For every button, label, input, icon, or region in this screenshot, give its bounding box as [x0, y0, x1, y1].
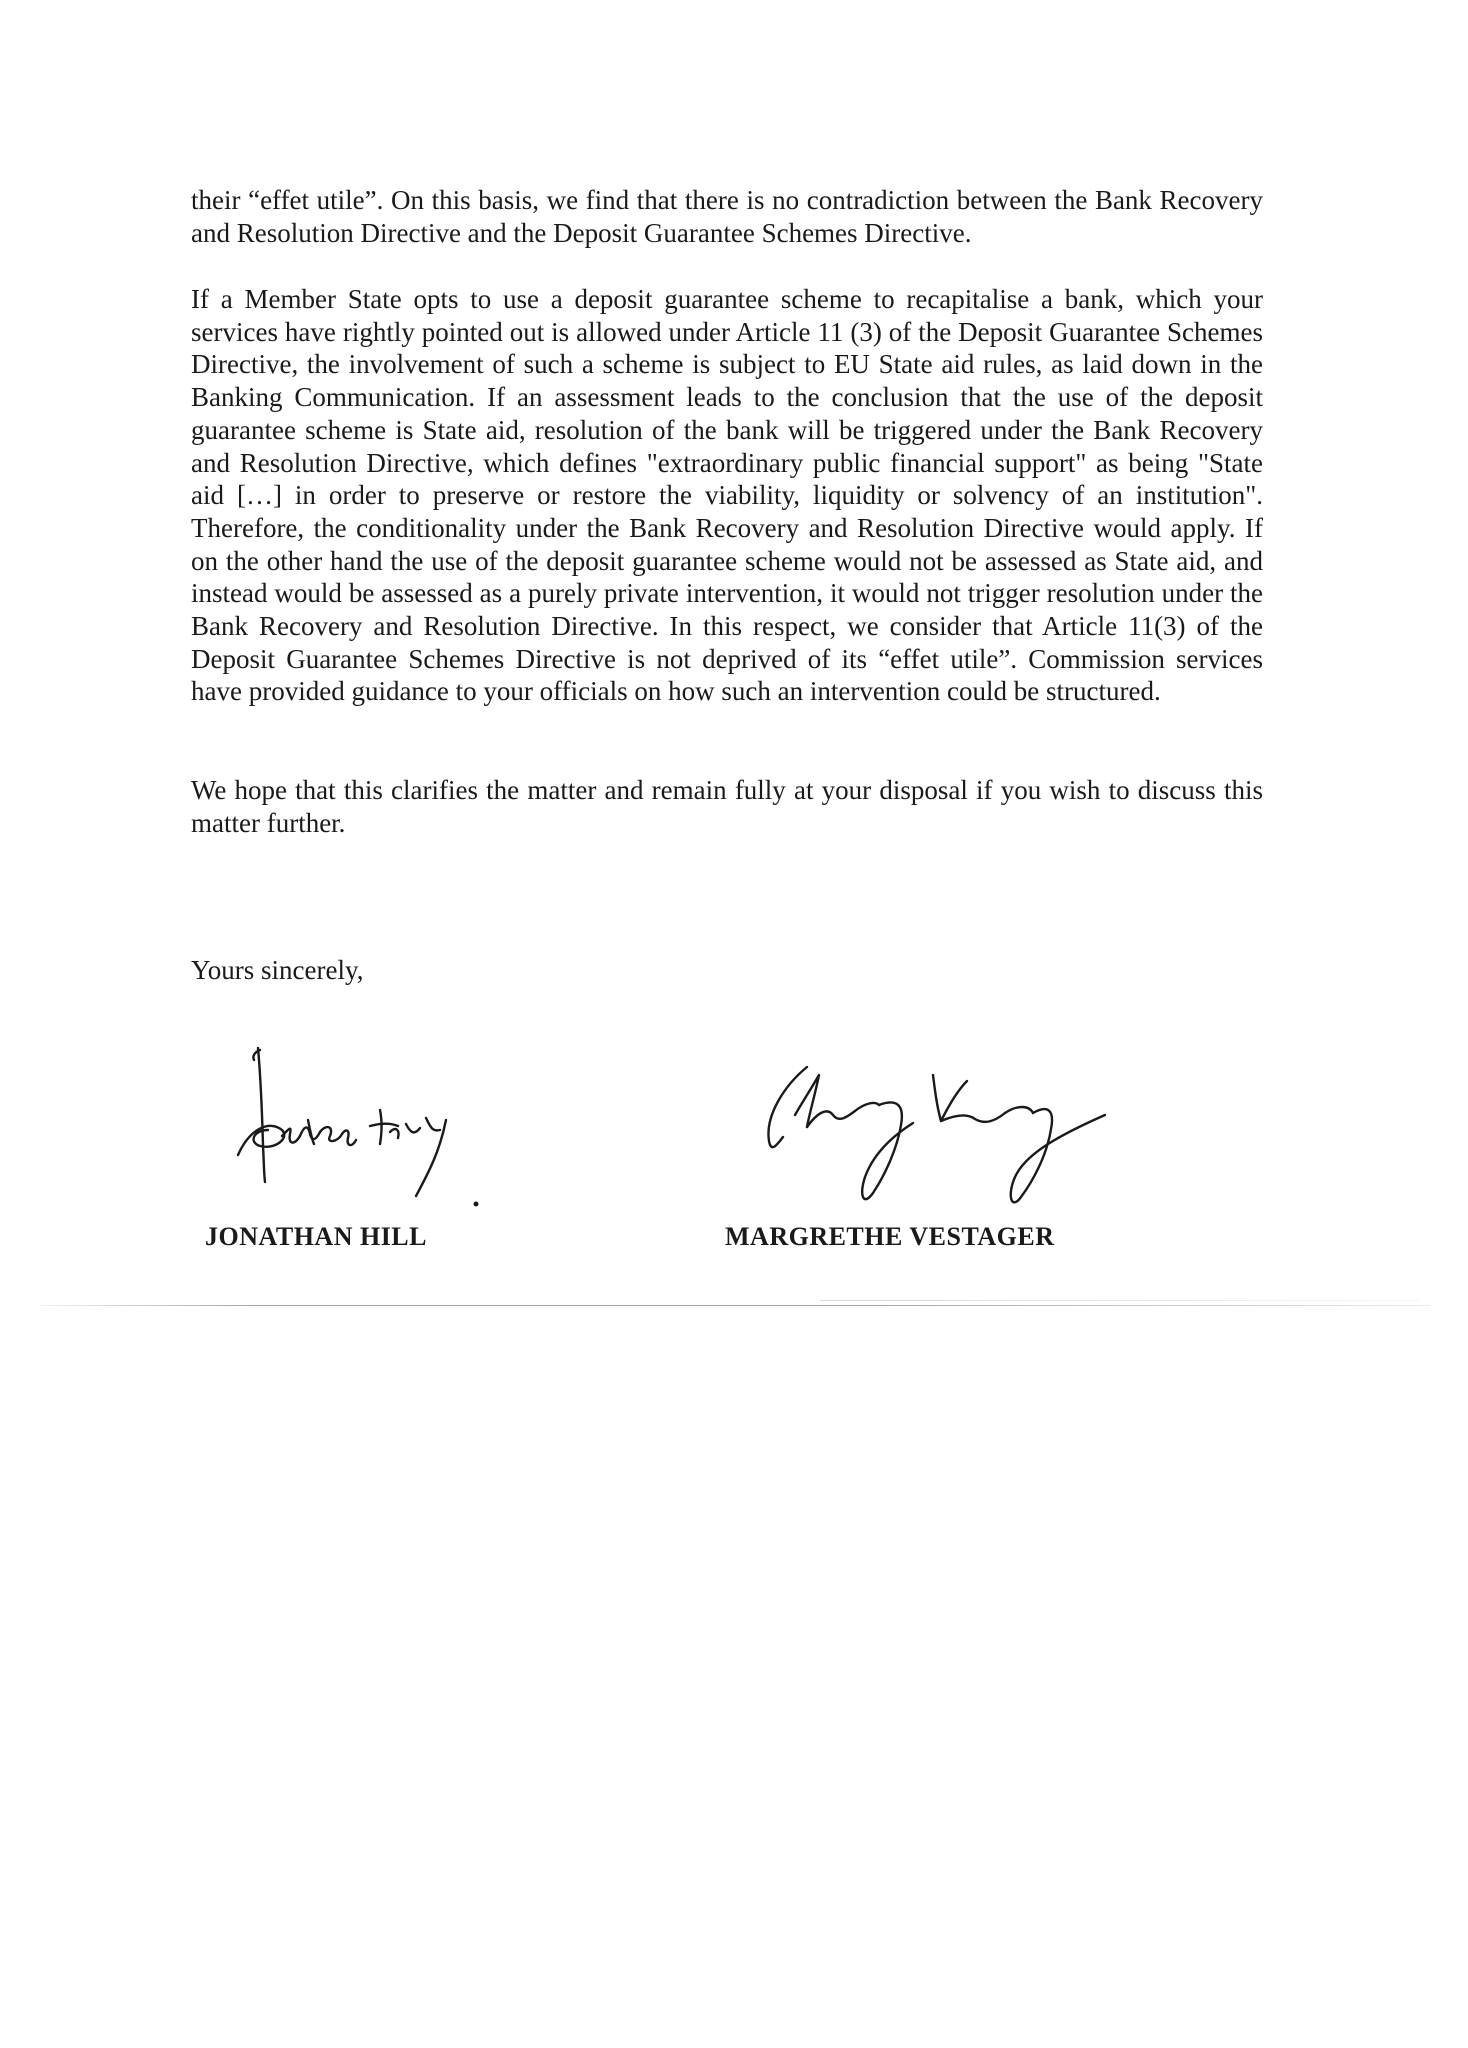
- signatory-name-1: JONATHAN HILL: [205, 1222, 427, 1251]
- signature-margrethe-vestager-icon: [755, 1045, 1125, 1215]
- paragraph-2: If a Member State opts to use a deposit guarantee scheme to recapitalise a bank, which your services have rightly pointed out is allowed under Article 11 (3) of the Deposit Guarantee Schemes Directive, the involvement of such a scheme is subject to EU State aid rules, as laid down in the Banking Communication. If an assessment leads to the conclusion that the use of the deposit guarantee scheme is State aid, resolution of the bank will be triggered under the Bank Recovery and Resolution Directive, which defines "extraordinary public financial support" as being "State aid […] in order to preserve or restore the viability, liquidity or solvency of an institution". Therefore, the conditionality under the Bank Recovery and Resolution Directive would apply. If on the other hand the use of the deposit guarantee scheme would not be assessed as State aid, and instead would be assessed as a purely private intervention, it would not trigger resolution under the Bank Recovery and Resolution Directive. In this respect, we consider that Article 11(3) of the Deposit Guarantee Schemes Directive is not deprived of its “effet utile”. Commission services have provided guidance to your officials on how such an intervention could be structured.: [191, 284, 1263, 707]
- paragraph-3: We hope that this clarifies the matter and remain fully at your disposal if you wish to discuss this matter further.: [191, 775, 1263, 838]
- page-divider: [40, 1305, 1430, 1306]
- closing-salutation: Yours sincerely,: [191, 955, 364, 985]
- paragraph-1: their “effet utile”. On this basis, we find that there is no contradiction between the Bank Recovery and Resolution Directive and the Deposit Guarantee Schemes Directive.: [191, 185, 1263, 248]
- signature-jonathan-hill-icon: [230, 1040, 510, 1210]
- signatory-name-2: MARGRETHE VESTAGER: [725, 1222, 1055, 1251]
- page-divider-faint: [820, 1300, 1420, 1301]
